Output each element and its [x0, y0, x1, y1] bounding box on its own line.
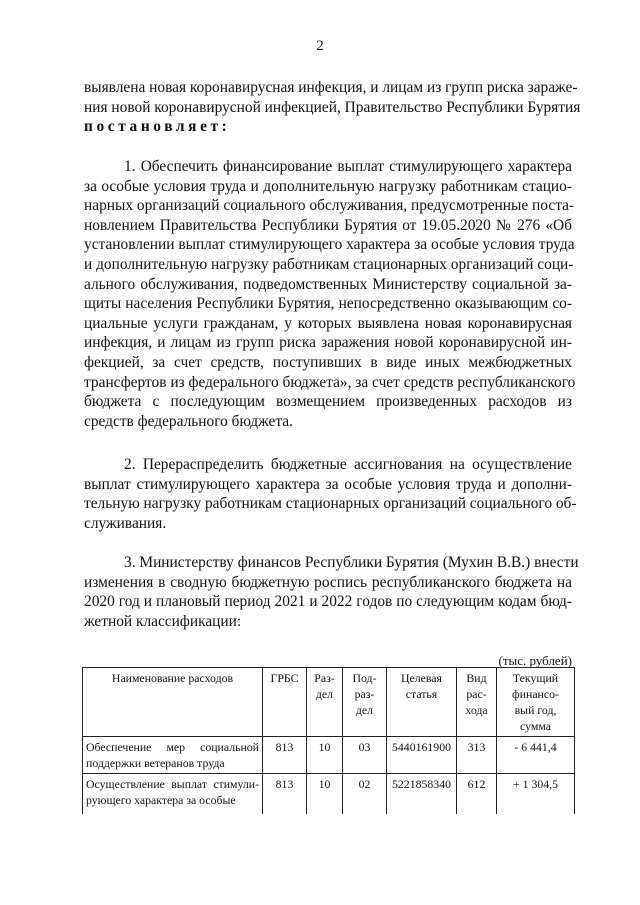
row-amount: - 6 441,4 — [497, 737, 575, 774]
para1-line: трансфертов из федерального бюджета», за счет средств республиканского — [84, 373, 576, 391]
page-number: 2 — [316, 38, 324, 54]
row-name: Осуществление выплат стимули-рующего характера за особые — [83, 774, 263, 815]
header-vid: Вид рас- хода — [457, 668, 497, 737]
para1-line: ального обслуживания, подведомственных Министерству социальной за- — [84, 275, 572, 293]
para3-line: изменения в сводную бюджетную роспись республиканского бюджета на — [84, 573, 572, 591]
para1-line: средств федерального бюджета. — [84, 412, 293, 430]
header-razdel: Раз- дел — [307, 668, 343, 737]
paragraph-1 — [84, 157, 576, 431]
row-target: 5221858340 — [387, 774, 457, 815]
table-header-row — [83, 668, 575, 737]
para1-line: установлении выплат стимулирующего характера за особые условия труда — [84, 236, 575, 254]
intro-block — [84, 78, 581, 137]
table-unit-note: (тыс. рублей) — [498, 653, 572, 668]
table-row — [83, 774, 575, 815]
para1-line: за особые условия труда и дополнительную нагрузку работникам стацио- — [84, 177, 572, 195]
para1-line: новлением Правительства Республики Бурятия от 19.05.2020 № 276 «Об — [84, 216, 572, 234]
row-amount: + 1 304,5 — [497, 774, 575, 815]
para3-line: 2020 год и плановый период 2021 и 2022 годов по следующим кодам бюд- — [84, 593, 572, 611]
paragraph-2 — [84, 455, 577, 533]
para1-line: фекцией, за счет средств, поступивших в виде иных межбюджетных — [84, 353, 572, 371]
para1-line: 1. Обеспечить финансирование выплат стимулирующего характера — [124, 158, 572, 175]
para2-line: выплат стимулирующего характера за особые условия труда и дополни- — [84, 475, 572, 493]
para1-line: нарных организаций социального обслуживания, предусмотренные поста- — [84, 197, 575, 215]
para3-line: жетной классификации: — [84, 612, 242, 630]
para1-line: циальные услуги гражданам, у которых выявлена новая коронавирусная — [84, 314, 572, 332]
para2-line: 2. Перераспределить бюджетные ассигнования на осуществление — [124, 456, 572, 473]
header-podrazdel: Под- раз- дел — [343, 668, 387, 737]
row-vid: 313 — [457, 737, 497, 774]
row-podrazdel: 03 — [343, 737, 387, 774]
budget-classification-table — [82, 667, 575, 814]
header-current-year: Текущий финансо- вый год, сумма — [497, 668, 575, 737]
para3-line: 3. Министерству финансов Республики Бурятия (Мухин В.В.) внести — [124, 554, 579, 571]
row-grbs: 813 — [263, 774, 307, 815]
row-name: Обеспечение мер социальной поддержки ветеранов труда — [83, 737, 263, 774]
para1-line: и дополнительную нагрузку работникам стационарных организаций соци- — [84, 255, 574, 273]
para2-line: тельную нагрузку работникам стационарных организаций социального об- — [84, 495, 577, 513]
row-podrazdel: 02 — [343, 774, 387, 815]
header-target: Целевая статья — [387, 668, 457, 737]
header-name: Наименование расходов — [83, 668, 263, 737]
row-grbs: 813 — [263, 737, 307, 774]
row-razdel: 10 — [307, 774, 343, 815]
intro-line: ния новой коронавирусной инфекцией, Правительство Республики Бурятия — [84, 98, 581, 116]
decree-word: постановляет: — [84, 118, 231, 136]
paragraph-3 — [84, 553, 579, 631]
para1-line: щиты населения Республики Бурятия, непосредственно оказывающим со- — [84, 295, 572, 313]
para2-line: служивания. — [84, 514, 167, 532]
intro-line: выявлена новая коронавирусная инфекция, и лицам из групп риска зараже- — [84, 79, 578, 96]
header-grbs: ГРБС — [263, 668, 307, 737]
row-vid: 612 — [457, 774, 497, 815]
para1-line: бюджета с последующим возмещением произведенных расходов из — [84, 393, 572, 411]
row-razdel: 10 — [307, 737, 343, 774]
para1-line: инфекция, и лицам из групп риска заражения новой коронавирусной ин- — [84, 334, 572, 352]
row-target: 5440161900 — [387, 737, 457, 774]
table-row — [83, 737, 575, 774]
